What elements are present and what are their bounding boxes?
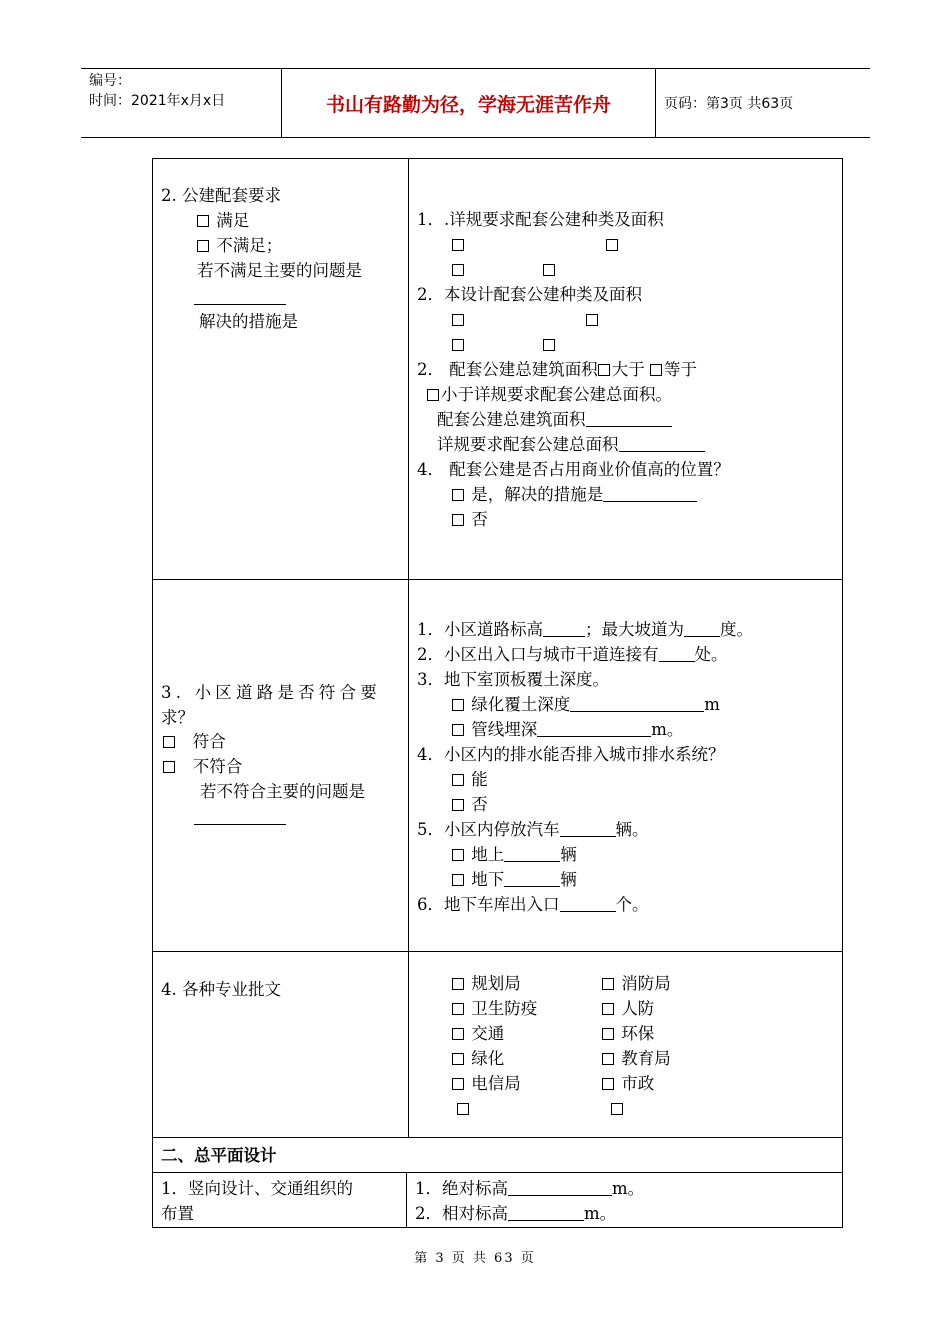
relative-elevation-line <box>415 1202 616 1227</box>
number-label: 编号： <box>89 73 131 89</box>
parking-above-blank[interactable] <box>504 843 560 862</box>
required-area-blank[interactable] <box>619 433 705 452</box>
option-label: 否 <box>471 795 488 814</box>
measure-label: 解决的措施是 <box>199 312 298 331</box>
r4-label: 4．小区内的排水能否排入城市排水系统？ <box>417 745 725 764</box>
option-label: 绿化 <box>471 1049 505 1068</box>
checkbox-compliant[interactable] <box>163 730 226 755</box>
checkbox-icon[interactable] <box>602 1028 614 1040</box>
approval-fire[interactable] <box>602 972 671 997</box>
field-label: 2．相对标高 <box>415 1204 508 1223</box>
checkbox-icon[interactable] <box>602 1003 614 1015</box>
checkbox[interactable] <box>452 233 466 258</box>
checkbox-icon[interactable] <box>452 264 464 276</box>
unit-label: 辆 <box>560 870 577 889</box>
checkbox-icon[interactable] <box>452 314 464 326</box>
option-label: 不满足； <box>216 236 283 255</box>
option-label: 环保 <box>621 1024 655 1043</box>
field-label: 地上 <box>471 845 505 864</box>
absolute-elevation-line <box>415 1177 644 1202</box>
option-label: 教育局 <box>621 1049 671 1068</box>
r6-line <box>417 893 649 918</box>
q3-line <box>417 358 697 383</box>
area-blank[interactable] <box>586 408 672 427</box>
pipe-depth-blank[interactable] <box>537 718 651 737</box>
option-label: 等于 <box>664 360 697 379</box>
checkbox-icon[interactable] <box>452 239 464 251</box>
column-divider-bottom <box>406 1172 407 1228</box>
checkbox-icon[interactable] <box>452 1003 464 1015</box>
row-divider <box>152 1137 843 1138</box>
vertical-design-label-cont: 布置 <box>161 1204 194 1223</box>
checkbox[interactable] <box>543 333 557 358</box>
absolute-elevation-blank[interactable] <box>508 1177 612 1196</box>
option-label: 消防局 <box>621 974 671 993</box>
garage-entrance-blank[interactable] <box>560 893 616 912</box>
section3-title-cont: 求？ <box>161 708 194 727</box>
field-label: 6．地下车库出入口 <box>417 895 560 914</box>
option-label: 满足 <box>216 211 250 230</box>
field-label: 配套公建总建筑面积 <box>437 410 586 429</box>
table-border-bottom <box>152 1227 843 1228</box>
checkbox-icon[interactable] <box>163 736 175 748</box>
r2-line <box>417 643 728 668</box>
slope-blank[interactable] <box>684 618 720 637</box>
problem-blank[interactable] <box>194 824 286 825</box>
parking-below-blank[interactable] <box>504 868 560 887</box>
r3a-line <box>452 693 720 718</box>
checkbox-satisfied[interactable] <box>197 209 249 234</box>
r3b-line <box>452 718 683 743</box>
part2-heading: 二、总平面设计 <box>161 1146 277 1165</box>
checkbox-not-satisfied[interactable] <box>197 234 282 259</box>
r4-yes[interactable] <box>452 768 488 793</box>
q3-area-line <box>437 408 672 433</box>
section3-title: 3. 小区道路是否符合要 <box>161 683 381 702</box>
checkbox-icon[interactable] <box>452 1053 464 1065</box>
approval-health[interactable] <box>452 997 537 1022</box>
checkbox-icon[interactable] <box>452 1078 464 1090</box>
q2-label: 2．本设计配套公建种类及面积 <box>417 285 642 304</box>
q4-yes[interactable] <box>452 483 697 508</box>
checkbox-icon[interactable] <box>197 240 209 252</box>
checkbox-noncompliant[interactable] <box>163 755 242 780</box>
option-label: 卫生防疫 <box>471 999 538 1018</box>
row-divider <box>152 1172 843 1173</box>
page-footer: 第 3 页 共 63 页 <box>414 1251 536 1266</box>
form-table <box>152 158 843 1228</box>
entrance-count-blank[interactable] <box>659 643 695 662</box>
section2-title: 2. 公建配套要求 <box>161 186 281 205</box>
checkbox-icon[interactable] <box>427 389 439 401</box>
section4-title: 4. 各种专业批文 <box>161 980 281 999</box>
header-page-info: 页码：第3页 共63页 <box>664 96 794 112</box>
checkbox-icon[interactable] <box>163 761 175 773</box>
checkbox-icon[interactable] <box>452 339 464 351</box>
table-border-left <box>152 158 153 1228</box>
approval-blank-2[interactable] <box>611 1097 625 1122</box>
unit-label: 度。 <box>720 620 753 639</box>
checkbox-icon[interactable] <box>457 1103 469 1115</box>
option-label: 交通 <box>471 1024 505 1043</box>
header-motto: 书山有路勤为径，学海无涯苦作舟 <box>281 69 656 137</box>
approval-traffic[interactable] <box>452 1022 504 1047</box>
approval-municipal[interactable] <box>602 1072 654 1097</box>
soil-depth-blank[interactable] <box>570 693 704 712</box>
field-label: 绿化覆土深度 <box>471 695 571 714</box>
checkbox-icon[interactable] <box>452 849 464 861</box>
option-label: 否 <box>471 510 488 529</box>
option-label: 大于 <box>611 360 650 379</box>
field-label: 详规要求配套公建总面积 <box>437 435 619 454</box>
option-label: 能 <box>471 770 488 789</box>
checkbox-icon[interactable] <box>602 1078 614 1090</box>
unit-label: m。 <box>651 720 684 739</box>
checkbox-icon[interactable] <box>543 264 555 276</box>
unit-label: 处。 <box>694 645 728 664</box>
r1-line <box>417 618 753 643</box>
checkbox[interactable] <box>543 258 557 283</box>
r3-label: 3．地下室顶板覆土深度。 <box>417 670 609 689</box>
checkbox-icon[interactable] <box>452 699 464 711</box>
r5-above <box>452 843 577 868</box>
checkbox-icon[interactable] <box>452 724 464 736</box>
approval-civil-defense[interactable] <box>602 997 654 1022</box>
approval-greening[interactable] <box>452 1047 504 1072</box>
option-label: 市政 <box>621 1074 655 1093</box>
header-meta <box>81 69 281 137</box>
row-divider <box>152 951 843 952</box>
checkbox-icon[interactable] <box>606 239 618 251</box>
q3-label: 2． 配套公建总建筑面积 <box>417 360 598 379</box>
field-label: 管线埋深 <box>471 720 538 739</box>
table-border-top <box>152 158 843 159</box>
q4-no[interactable] <box>452 508 488 533</box>
checkbox-icon[interactable] <box>452 799 464 811</box>
problem-label: 若不满足主要的问题是 <box>197 261 362 280</box>
approval-education[interactable] <box>602 1047 671 1072</box>
option-label: 是，解决的措施是 <box>471 485 604 504</box>
table-border-right <box>842 158 843 1228</box>
field-label: 1．绝对标高 <box>415 1179 508 1198</box>
checkbox[interactable] <box>452 308 466 333</box>
option-label: 不符合 <box>192 757 243 776</box>
checkbox-icon[interactable] <box>452 774 464 786</box>
relative-elevation-blank[interactable] <box>508 1202 584 1221</box>
q3-required-area-line <box>437 433 705 458</box>
parking-total-blank[interactable] <box>560 818 616 837</box>
unit-label: m。 <box>612 1179 645 1198</box>
approval-environment[interactable] <box>602 1022 654 1047</box>
q4-label: 4． 配套公建是否占用商业价值高的位置？ <box>417 460 730 479</box>
unit-label: m <box>704 695 720 714</box>
approval-blank-1[interactable] <box>457 1097 471 1122</box>
approval-planning[interactable] <box>452 972 521 997</box>
field-label: 2．小区出入口与城市干道连接有 <box>417 645 659 664</box>
unit-label: 辆。 <box>615 820 649 839</box>
checkbox-icon[interactable] <box>598 364 610 376</box>
checkbox-icon[interactable] <box>586 314 598 326</box>
option-label: 人防 <box>621 999 655 1018</box>
unit-label: 个。 <box>615 895 649 914</box>
vertical-design-label: 1．竖向设计、交通组织的 <box>161 1179 353 1198</box>
row-divider <box>152 579 843 580</box>
checkbox-icon[interactable] <box>650 364 662 376</box>
road-elevation-blank[interactable] <box>543 618 585 637</box>
page-header <box>81 68 870 138</box>
checkbox[interactable] <box>586 308 600 333</box>
option-label: 小于详规要求配套公建总面积。 <box>441 385 672 404</box>
checkbox-icon[interactable] <box>452 489 464 501</box>
problem-label: 若不符合主要的问题是 <box>200 782 365 801</box>
checkbox-icon[interactable] <box>543 339 555 351</box>
r5-line <box>417 818 649 843</box>
option-label: 规划局 <box>471 974 521 993</box>
time-label: 时间：2021年x月x日 <box>89 93 226 109</box>
option-label: 电信局 <box>471 1074 521 1093</box>
measure-blank[interactable] <box>603 483 697 502</box>
field-label: ；最大坡道为 <box>585 620 684 639</box>
field-label: 地下 <box>471 870 505 889</box>
option-label: 符合 <box>192 732 226 751</box>
checkbox-icon[interactable] <box>602 978 614 990</box>
field-label: 5．小区内停放汽车 <box>417 820 560 839</box>
r4-no[interactable] <box>452 793 488 818</box>
q1-label: 1．.详规要求配套公建种类及面积 <box>417 210 664 229</box>
checkbox-icon[interactable] <box>452 1028 464 1040</box>
unit-label: m。 <box>584 1204 617 1223</box>
problem-blank[interactable] <box>194 304 286 305</box>
checkbox-icon[interactable] <box>452 514 464 526</box>
checkbox-icon[interactable] <box>452 874 464 886</box>
checkbox-icon[interactable] <box>611 1103 623 1115</box>
q3-less-than <box>427 383 672 408</box>
checkbox[interactable] <box>452 333 466 358</box>
r5-below <box>452 868 577 893</box>
checkbox-icon[interactable] <box>452 978 464 990</box>
unit-label: 辆 <box>560 845 577 864</box>
approval-telecom[interactable] <box>452 1072 521 1097</box>
checkbox-icon[interactable] <box>197 215 209 227</box>
checkbox[interactable] <box>452 258 466 283</box>
checkbox[interactable] <box>606 233 620 258</box>
column-divider <box>408 158 409 1138</box>
checkbox-icon[interactable] <box>602 1053 614 1065</box>
field-label: 1．小区道路标高 <box>417 620 543 639</box>
